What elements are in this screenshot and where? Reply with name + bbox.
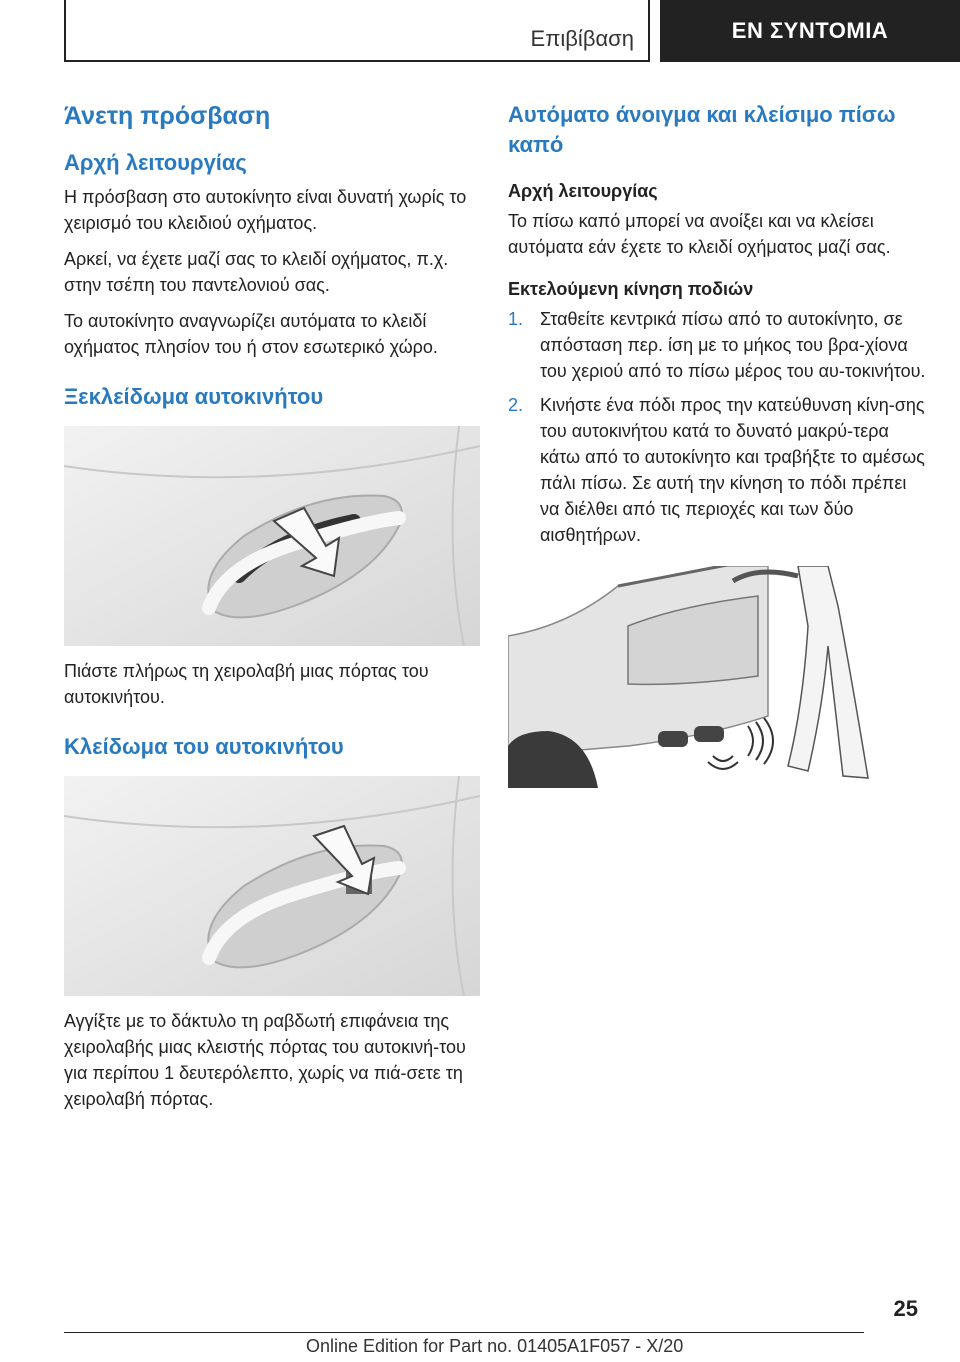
paragraph: Αγγίξτε με το δάκτυλο τη ραβδωτή επιφάνεια της χειρολαβής μιας κλειστής πόρτας του αυτοκινή-του για περίπου 1 δευτερόλεπτο, χωρίς να πιά-σετε τη χειρολαβή πόρτας. <box>64 1011 466 1109</box>
tailgate-title: Αυτόματο άνοιγμα και κλείσιμο πίσω καπό <box>508 102 896 157</box>
movement-heading: Εκτελούμενη κίνηση ποδιών <box>508 279 754 299</box>
principle-heading: Αρχή λειτουργίας <box>508 181 658 201</box>
steps-list <box>508 306 928 548</box>
footer-divider <box>64 1332 864 1333</box>
lock-heading: Κλείδωμα του αυτοκινήτου <box>64 734 344 759</box>
comfort-access-title: Άνετη πρόσβαση <box>64 102 271 130</box>
step-number: 2. <box>508 395 524 415</box>
paragraph: Το πίσω καπό μπορεί να ανοίξει και να κλείσει αυτόματα εάν έχετε το κλειδί οχήματος μαζί σας. <box>508 211 891 257</box>
left-column <box>64 100 482 1122</box>
door-handle-lock-illustration <box>64 776 480 996</box>
paragraph: Η πρόσβαση στο αυτοκίνητο είναι δυνατή χωρίς το χειρισμό του κλειδιού οχήματος. <box>64 187 467 233</box>
tailgate-kick-illustration <box>508 566 928 788</box>
paragraph: Το αυτοκίνητο αναγνωρίζει αυτόματα το κλειδί οχήματος πλησίον του ή στον εσωτερικό χώρο. <box>64 311 438 357</box>
paragraph: Αρκεί, να έχετε μαζί σας το κλειδί οχήματος, π.χ. στην τσέπη του παντελονιού σας. <box>64 249 449 295</box>
principle-heading: Αρχή λειτουργίας <box>64 150 247 175</box>
door-handle-unlock-illustration <box>64 426 480 646</box>
step-number: 1. <box>508 309 524 329</box>
list-item <box>508 392 928 548</box>
right-column <box>508 100 928 788</box>
unlock-heading: Ξεκλείδωμα αυτοκινήτου <box>64 384 324 409</box>
chapter-tab: EN ΣΥΝΤΟΜΙΑ <box>660 0 960 62</box>
step-text: Σταθείτε κεντρικά πίσω από το αυτοκίνητο, σε απόσταση περ. ίση με το μήκος του βρα-χίονα του χεριού από το πίσω μέρος του αυ-τοκινήτου. <box>540 309 926 381</box>
paragraph: Πιάστε πλήρως τη χειρολαβή μιας πόρτας του αυτοκινήτου. <box>64 661 429 707</box>
section-title: Επιβίβαση <box>530 26 634 51</box>
page-number: 25 <box>893 1296 918 1321</box>
edition-note: Online Edition for Part no. 01405A1F057 - X/20 <box>306 1336 684 1356</box>
list-item <box>508 306 928 384</box>
step-text: Κινήστε ένα πόδι προς την κατεύθυνση κίνη-σης του αυτοκινήτου κατά το δυνατό μακρύ-τερα κάτω από το αυτοκίνητο και τραβήξτε το αμέσως πάλι πίσω. Σε αυτή την κίνηση το πόδι πρέπει να διέλθει από τις περιοχές και των δύο αισθητήρων. <box>540 395 925 545</box>
